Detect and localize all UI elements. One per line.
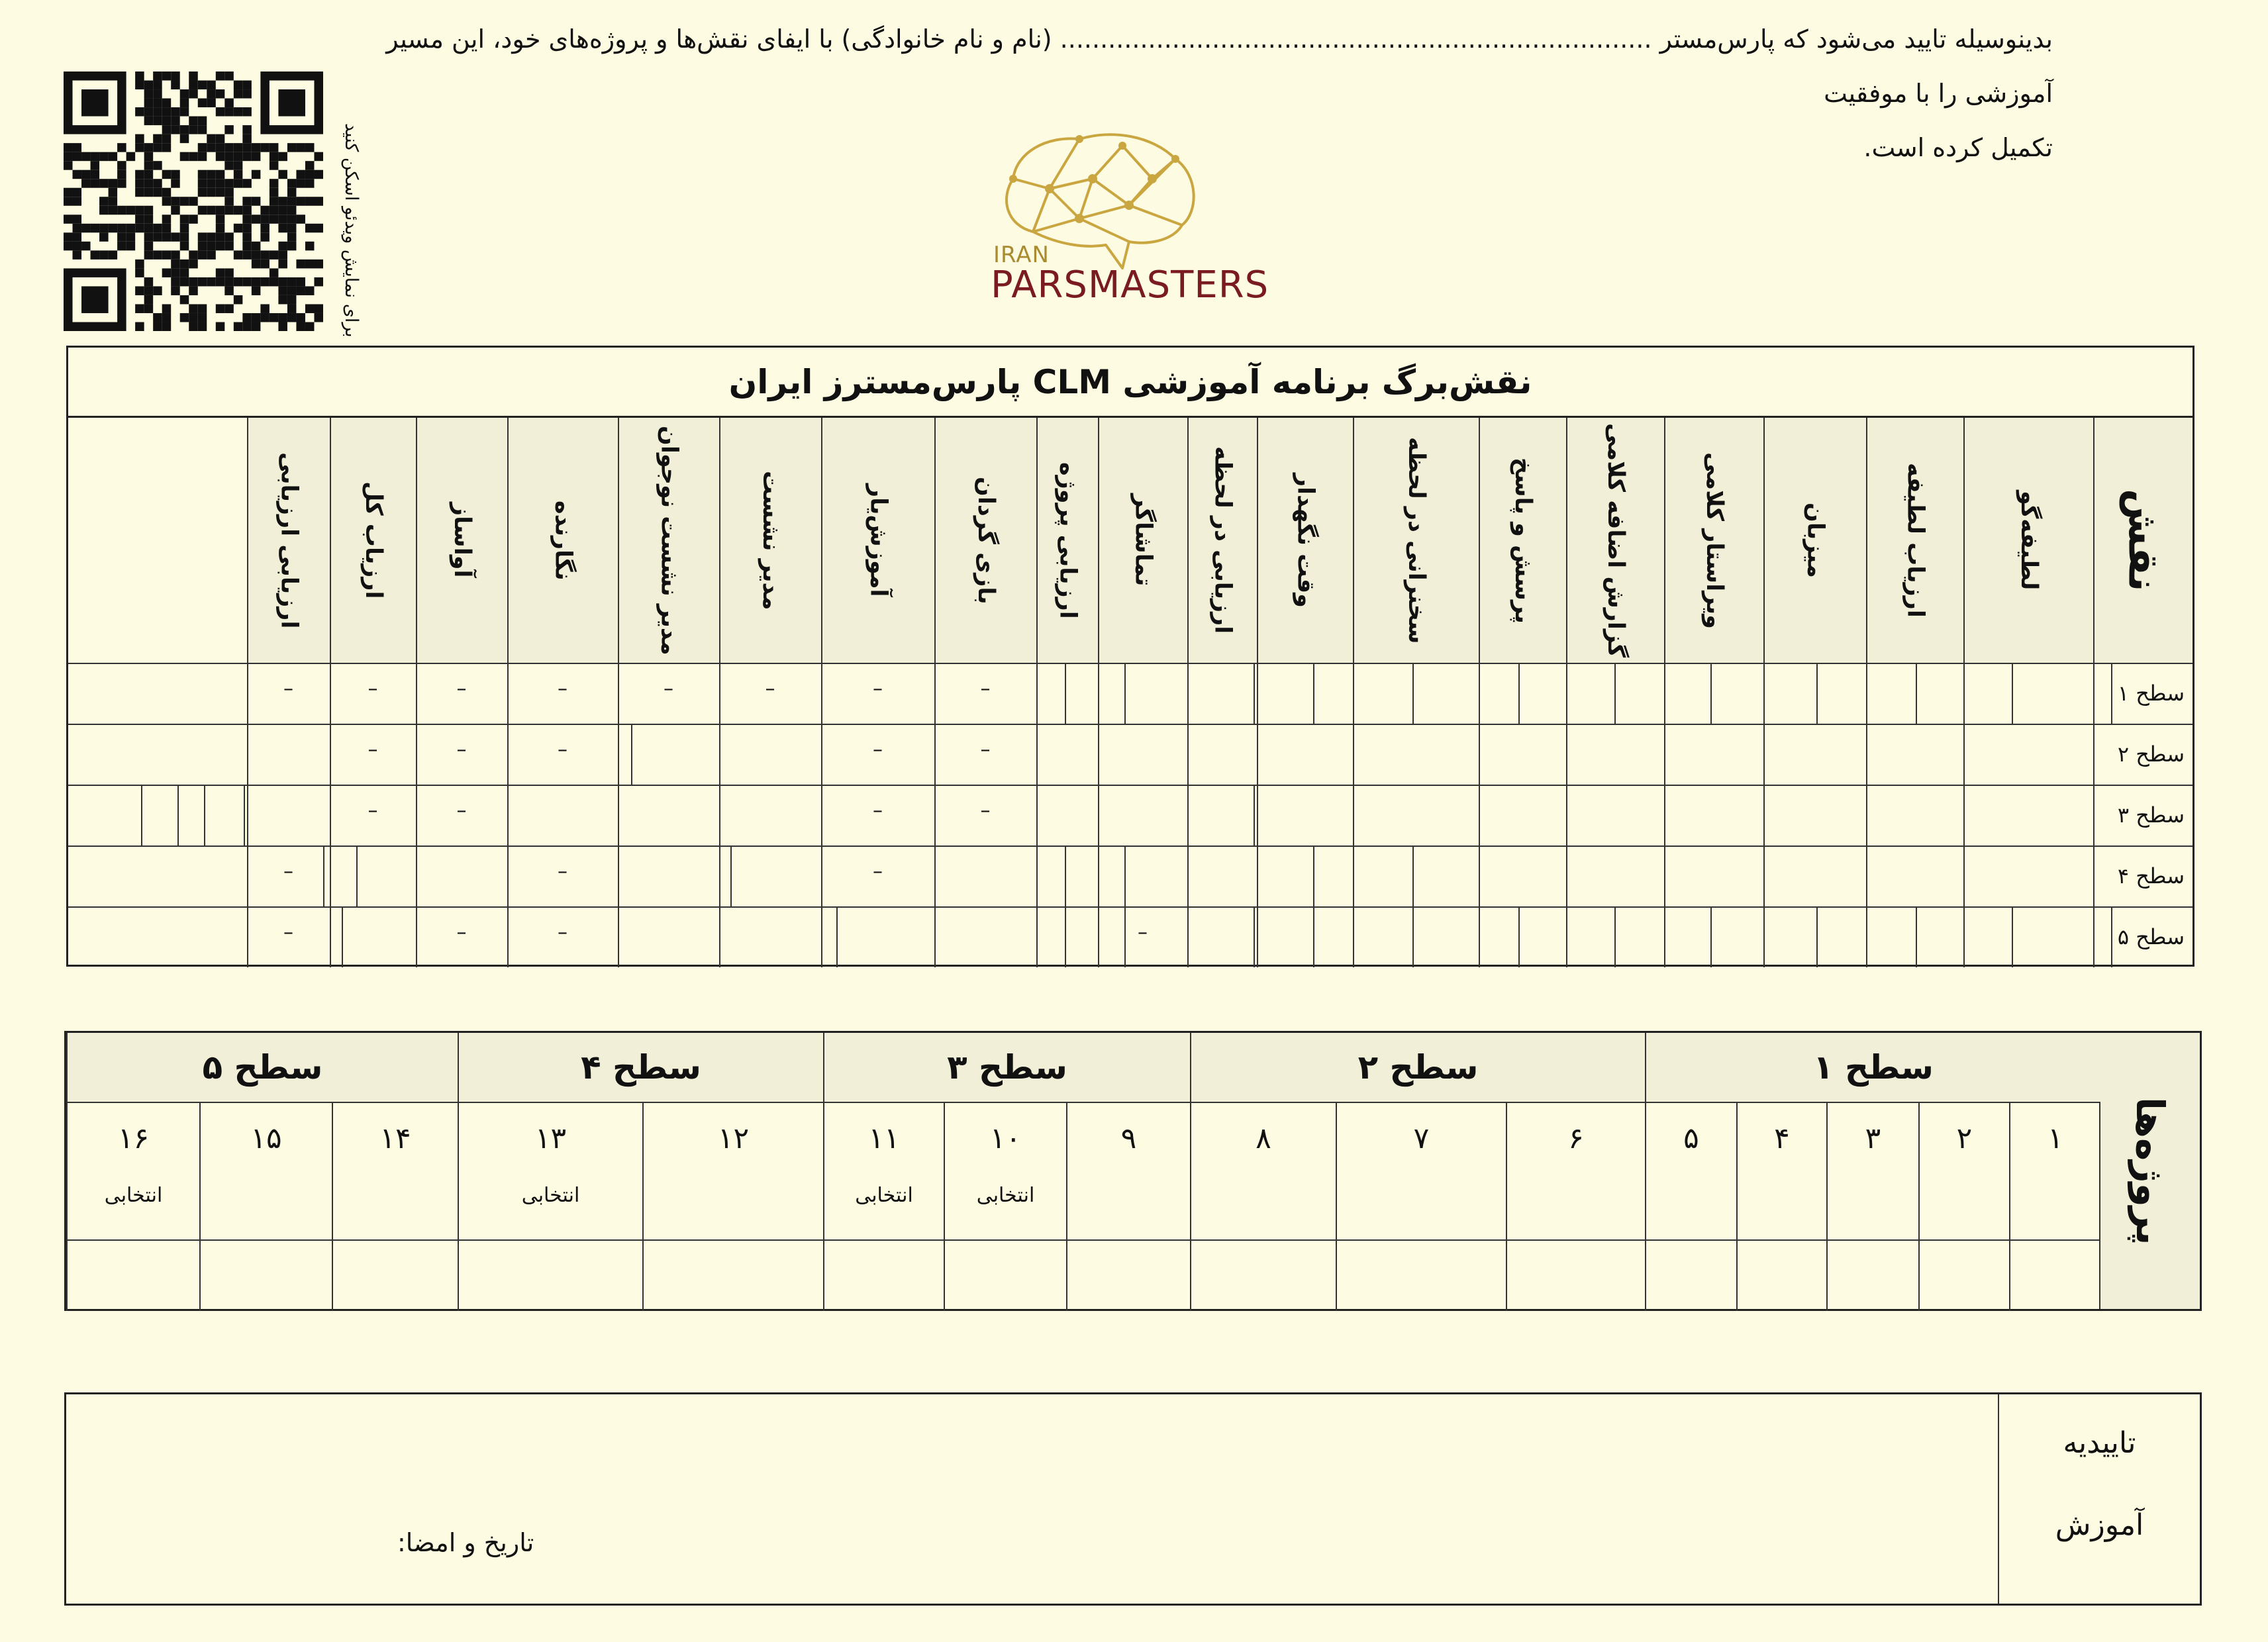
project-number: ۱۴ [379,1122,411,1155]
project-cell [1826,1103,1918,1311]
projects-side-text: پروژه‌ها [2128,1096,2173,1245]
role-column-label: تماشاگر [1130,494,1157,587]
project-number: ۱۱ [868,1122,900,1155]
project-cell [642,1103,823,1311]
role-dash-mark: – [456,921,467,944]
qr-code [64,72,323,331]
role-column-label: سخنرانی در لحظه [1403,436,1430,644]
project-cell [1645,1103,1736,1311]
role-column-label: گزارش اضافه کلامی [1602,422,1629,658]
logo-top-word: IRAN [993,242,1050,268]
role-column-label: ارزیابی پروژه [1054,461,1081,619]
project-number: ۵ [1683,1122,1699,1155]
project-cell [823,1103,944,1311]
role-column-label: ارزیاب لطیفه [1902,463,1929,618]
confirmation-text [358,12,2053,175]
project-optional-label: انتخابی [104,1184,163,1207]
logo-brand-name: PARSMASTERS [991,264,1269,307]
role-column-header [330,418,416,663]
project-cell [1506,1103,1645,1311]
role-column-label: آواساز [449,503,475,578]
roles-row-label: سطح ۴ [2093,845,2193,906]
role-column-label: ارزیابی در لحظه [1209,446,1236,634]
role-column-header [1479,418,1566,663]
roles-row-label: سطح ۵ [2093,906,2193,967]
role-dash-mark: – [765,677,775,700]
role-column-label: میزبان [1802,503,1829,578]
role-column-header [1866,418,1963,663]
role-column-header [507,418,618,663]
roles-table [66,346,2194,967]
role-column-label: بازی گردان [973,476,999,604]
role-dash-mark: – [873,677,883,700]
project-number: ۴ [1774,1122,1790,1155]
confirmation-side-line1: تاییدیه [2063,1426,2136,1460]
role-dash-mark: – [456,799,467,822]
project-cell [1190,1103,1336,1311]
project-number: ۷ [1413,1122,1430,1155]
role-dash-mark: – [368,677,378,700]
project-cell [1066,1103,1190,1311]
confirmation-text-line2: تکمیل کرده است. [1863,133,2053,162]
role-dash-mark: – [456,677,467,700]
role-column-label: نگارنده [550,500,577,581]
role-column-label: آموزش‌یار [865,483,892,597]
role-column-label: مدیر نشست [758,470,784,610]
confirmation-box [64,1392,2202,1606]
projects-side-label [2099,1033,2200,1309]
role-dash-mark: – [558,921,567,944]
project-number: ۱ [2047,1122,2063,1155]
role-column-header [934,418,1036,663]
role-column-label: ارزیاب کل [360,481,387,599]
project-number: ۱۰ [989,1122,1022,1155]
project-level-header: سطح ۵ [66,1033,458,1103]
role-column-label: لطیفه‌گو [2016,490,2042,591]
role-column-header [821,418,934,663]
project-number: ۱۳ [534,1122,567,1155]
project-level-header: سطح ۴ [458,1033,823,1103]
role-dash-mark: – [980,738,991,761]
role-dash-mark: – [873,799,883,822]
role-column-header [719,418,821,663]
role-column-label: مدیر نشست نوجوان [656,425,683,655]
project-number: ۱۶ [117,1122,150,1155]
role-column-header [247,418,330,663]
project-optional-label: انتخابی [976,1184,1035,1207]
roles-header-role-text: نقش [2119,489,2168,592]
confirmation-text-line1: بدینوسیله تایید می‌شود که پارس‌مستر .......................................................................... (نام و نام خانوادگی) با ایفای نقش‌ها و پروژه‌های خود، این مسیر آموزشی را با موفقیت [386,24,2053,108]
role-column-header [1763,418,1866,663]
project-cell [458,1103,642,1311]
project-cell [1736,1103,1826,1311]
role-dash-mark: – [368,799,378,822]
role-dash-mark: – [873,860,883,883]
role-column-header [1353,418,1479,663]
role-dash-mark: – [558,738,567,761]
roles-row-label: سطح ۳ [2093,785,2193,845]
role-column-header [618,418,719,663]
role-column-header [416,418,507,663]
role-column-header [1664,418,1763,663]
project-number: ۲ [1956,1122,1973,1155]
role-dash-mark: – [283,677,293,700]
project-cell [2009,1103,2100,1311]
role-dash-mark: – [664,677,673,700]
role-dash-mark: – [456,738,467,761]
project-number: ۹ [1120,1122,1137,1155]
role-dash-mark: – [283,860,293,883]
role-column-header [1098,418,1187,663]
role-dash-mark: – [368,738,378,761]
roles-header-role [2093,418,2193,663]
project-number: ۶ [1568,1122,1584,1155]
role-column-label: ویراستار کلامی [1701,452,1728,629]
project-number: ۸ [1256,1122,1271,1155]
role-dash-mark: – [873,738,883,761]
confirmation-side-line2: آموزش [2055,1508,2144,1542]
role-dash-mark: – [558,860,567,883]
role-column-label: ارزیابی ارزیابی [275,452,303,629]
role-column-header [1187,418,1257,663]
projects-table [64,1031,2202,1311]
project-level-header: سطح ۲ [1190,1033,1645,1103]
role-dash-mark: – [980,677,991,700]
project-number: ۱۵ [250,1122,282,1155]
role-dash-mark: – [283,921,293,944]
project-optional-label: انتخابی [521,1184,580,1207]
project-number: ۳ [1865,1122,1881,1155]
role-dash-mark: – [1138,921,1148,944]
roles-table-title: نقش‌برگ برنامه آموزشی CLM پارس‌مسترز ایران [68,348,2193,418]
confirmation-side-label [1998,1394,2200,1604]
project-cell [944,1103,1066,1311]
role-column-header [1566,418,1664,663]
project-cell [332,1103,458,1311]
role-column-header [1036,418,1098,663]
roles-row-label: سطح ۲ [2093,724,2193,785]
project-cell [1918,1103,2009,1311]
signature-label: تاریخ و امضا: [397,1528,534,1557]
role-column-label: پرسش و پاسخ [1510,457,1536,624]
project-cell [199,1103,332,1311]
role-column-label: وقت نگهدار [1292,473,1319,608]
project-optional-label: انتخابی [855,1184,913,1207]
project-cell [66,1103,199,1311]
role-column-header [1963,418,2093,663]
project-level-header: سطح ۱ [1645,1033,2100,1103]
role-column-header [1257,418,1353,663]
qr-caption: برای نمایش ویدئو اسکن کنید [341,123,362,338]
project-cell [1336,1103,1506,1311]
role-dash-mark: – [980,799,991,822]
project-number: ۱۲ [717,1122,750,1155]
roles-row-label: سطح ۱ [2093,663,2193,724]
role-dash-mark: – [558,677,567,700]
project-level-header: سطح ۳ [823,1033,1190,1103]
